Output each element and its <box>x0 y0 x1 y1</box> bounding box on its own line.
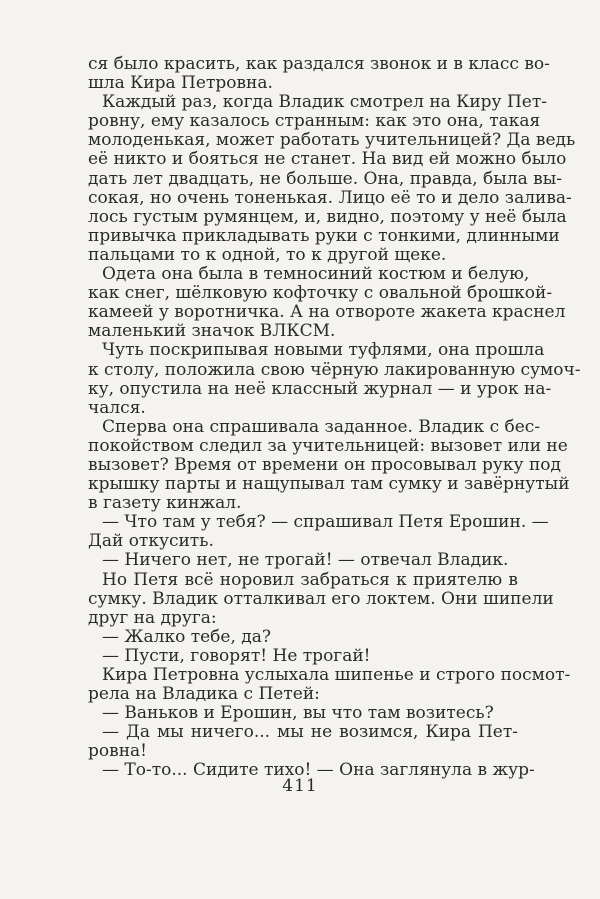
text-line: — Ничего нет, не трогай! — отвечал Владик. <box>102 550 509 571</box>
text-line: Кира Петровна услыхала шипенье и строго посмот- <box>102 665 571 685</box>
text-line: дать лет двадцать, не больше. Она, правда, была вы- <box>88 168 562 189</box>
text-line: как снег, шёлковую кофточку с овальной брошкой- <box>88 283 553 304</box>
text-line: чался. <box>88 397 146 418</box>
text-line: — Что там у тебя? — спрашивал Петя Ерошин. — <box>102 512 549 533</box>
text-line: рела на Владика с Петей: <box>88 684 320 705</box>
text-line: Сперва она спрашивала заданное. Владик с бес- <box>102 416 541 437</box>
text-line: шла Кира Петровна. <box>88 73 273 94</box>
text-line: — Пусти, говорят! Не трогай! <box>102 645 371 666</box>
text-line: — Ваньков и Ерошин, вы что там возитесь? <box>102 703 494 724</box>
text-line: ку, опустила на неё классный журнал — и урок на- <box>88 378 552 399</box>
page-number: 411 <box>282 776 318 796</box>
text-line: к столу, положила свою чёрную лакированную сумоч- <box>88 359 581 380</box>
text-line: сумку. Владик отталкивал его локтем. Они шипели <box>88 588 554 609</box>
text-line: ровна! <box>88 741 147 762</box>
text-line: привычка прикладывать руки с тонкими, длинными <box>88 225 560 246</box>
text-line: Но Петя всё норовил забраться к приятелю в <box>102 569 518 590</box>
body-text <box>88 54 581 781</box>
text-line: пальцами то к одной, то к другой щеке. <box>88 244 447 265</box>
text-line: в газету кинжал. <box>88 493 242 514</box>
text-line: сокая, но очень тоненькая. Лицо её то и дело залива- <box>88 187 572 208</box>
text-line: крышку парты и нащупывал там сумку и завёрнутый <box>88 474 570 495</box>
text-line: её никто и бояться не станет. На вид ей можно было <box>88 149 567 170</box>
text-line: вызовет? Время от времени он просовывал руку под <box>88 454 561 475</box>
text-line: покойством следил за учительницей: вызовет или не <box>88 435 568 456</box>
text-line: ровну, ему казалось странным: как это она, такая <box>88 111 541 132</box>
text-line: камеей у воротничка. А на отвороте жакета краснел <box>88 302 566 323</box>
text-line: Дай откусить. <box>88 531 214 552</box>
text-line: — Жалко тебе, да? <box>102 626 271 647</box>
text-line: Чуть поскрипывая новыми туфлями, она прошла <box>102 340 545 361</box>
text-line: Каждый раз, когда Владик смотрел на Киру Пет- <box>102 92 547 113</box>
text-line: — Да мы ничего... мы не возимся, Кира Пет- <box>102 722 518 743</box>
text-line: Одета она была в темносиний костюм и белую, <box>102 264 530 285</box>
text-line: молоденькая, может работать учительницей? Да ведь <box>88 130 576 151</box>
text-line: — То-то... Сидите тихо! — Она заглянула в жур- <box>102 760 535 781</box>
text-line: маленький значок ВЛКСМ. <box>88 321 336 342</box>
text-line: друг на друга: <box>88 607 217 628</box>
text-line: лось густым румянцем, и, видно, поэтому у неё была <box>88 206 567 227</box>
text-line: ся было красить, как раздался звонок и в класс во- <box>88 54 550 74</box>
